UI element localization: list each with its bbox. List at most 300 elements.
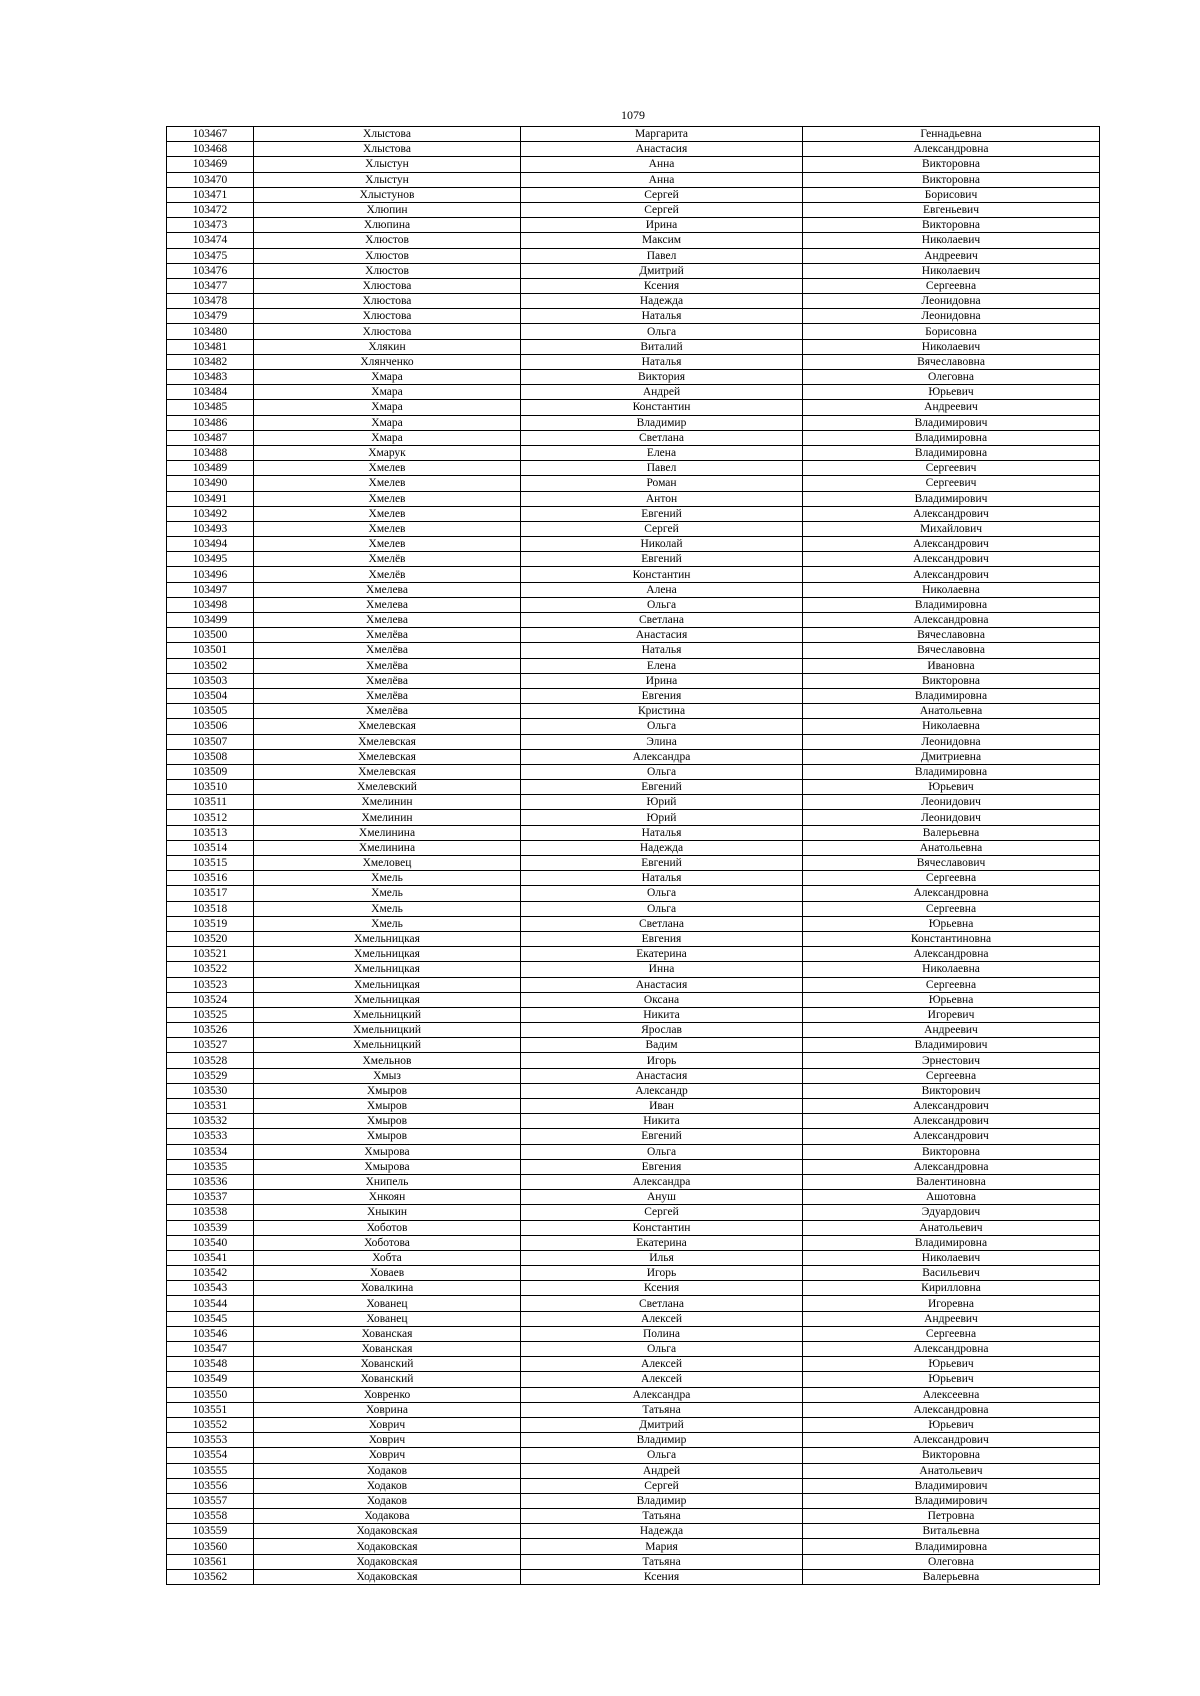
surname-cell: Хлякин [254,339,521,354]
first-name-cell: Елена [521,445,803,460]
table-row [167,506,1100,521]
table-row [167,172,1100,187]
first-name-cell: Виктория [521,370,803,385]
table-row [167,187,1100,202]
table-row [167,764,1100,779]
first-name-cell: Элина [521,734,803,749]
surname-cell: Хмелёва [254,673,521,688]
record-number-cell: 103478 [167,294,254,309]
table-row [167,597,1100,612]
surname-cell: Хлюпина [254,218,521,233]
first-name-cell: Алексей [521,1357,803,1372]
record-number-cell: 103505 [167,704,254,719]
surname-cell: Хмелев [254,521,521,536]
surname-cell: Ходаковская [254,1554,521,1569]
surname-cell: Хлюстов [254,233,521,248]
patronymic-cell: Сергеевна [803,278,1100,293]
first-name-cell: Павел [521,461,803,476]
table-row [167,278,1100,293]
record-number-cell: 103532 [167,1114,254,1129]
surname-cell: Хмыров [254,1083,521,1098]
table-row [167,1053,1100,1068]
table-row [167,476,1100,491]
record-number-cell: 103549 [167,1372,254,1387]
first-name-cell: Александра [521,1174,803,1189]
table-row [167,795,1100,810]
table-row [167,263,1100,278]
surname-cell: Хлюстова [254,294,521,309]
first-name-cell: Сергей [521,187,803,202]
table-row [167,1220,1100,1235]
table-row [167,248,1100,263]
table-row [167,202,1100,217]
first-name-cell: Анастасия [521,142,803,157]
table-row [167,1417,1100,1432]
surname-cell: Хмель [254,901,521,916]
surname-cell: Хмелёва [254,628,521,643]
table-row [167,962,1100,977]
table-row [167,1539,1100,1554]
record-number-cell: 103525 [167,1007,254,1022]
surname-cell: Хмыз [254,1068,521,1083]
patronymic-cell: Александрович [803,1129,1100,1144]
record-number-cell: 103514 [167,840,254,855]
patronymic-cell: Вячеславовна [803,628,1100,643]
surname-cell: Хмелевский [254,780,521,795]
patronymic-cell: Александровна [803,886,1100,901]
first-name-cell: Александра [521,749,803,764]
table-row [167,871,1100,886]
surname-cell: Хмелёва [254,643,521,658]
first-name-cell: Алексей [521,1372,803,1387]
first-name-cell: Анастасия [521,1068,803,1083]
surname-cell: Хованская [254,1342,521,1357]
patronymic-cell: Владимирович [803,1478,1100,1493]
table-row [167,810,1100,825]
surname-cell: Хмелёв [254,567,521,582]
record-number-cell: 103552 [167,1417,254,1432]
table-row [167,825,1100,840]
table-row [167,400,1100,415]
surname-cell: Ховрич [254,1417,521,1432]
surname-cell: Хмелев [254,537,521,552]
patronymic-cell: Александровна [803,1342,1100,1357]
patronymic-cell: Игоревна [803,1296,1100,1311]
record-number-cell: 103496 [167,567,254,582]
patronymic-cell: Игоревич [803,1007,1100,1022]
first-name-cell: Ксения [521,1569,803,1584]
record-number-cell: 103483 [167,370,254,385]
surname-cell: Хмыров [254,1114,521,1129]
first-name-cell: Маргарита [521,127,803,142]
record-number-cell: 103530 [167,1083,254,1098]
surname-cell: Хмель [254,871,521,886]
table-row [167,142,1100,157]
record-number-cell: 103492 [167,506,254,521]
record-number-cell: 103476 [167,263,254,278]
first-name-cell: Дмитрий [521,1417,803,1432]
patronymic-cell: Леонидовна [803,309,1100,324]
patronymic-cell: Вячеславовна [803,643,1100,658]
surname-cell: Хмара [254,430,521,445]
patronymic-cell: Леонидовна [803,734,1100,749]
patronymic-cell: Викторовна [803,172,1100,187]
patronymic-cell: Валерьевна [803,825,1100,840]
first-name-cell: Александра [521,1387,803,1402]
record-number-cell: 103531 [167,1099,254,1114]
surname-cell: Хоботов [254,1220,521,1235]
record-number-cell: 103535 [167,1159,254,1174]
surname-cell: Хмеловец [254,856,521,871]
record-number-cell: 103469 [167,157,254,172]
patronymic-cell: Владимировна [803,445,1100,460]
record-number-cell: 103498 [167,597,254,612]
record-number-cell: 103509 [167,764,254,779]
table-row [167,1038,1100,1053]
table-row [167,537,1100,552]
first-name-cell: Константин [521,567,803,582]
record-number-cell: 103510 [167,780,254,795]
table-row [167,658,1100,673]
first-name-cell: Андрей [521,385,803,400]
record-number-cell: 103508 [167,749,254,764]
first-name-cell: Наталья [521,871,803,886]
first-name-cell: Ксения [521,278,803,293]
record-number-cell: 103467 [167,127,254,142]
surname-cell: Хмыров [254,1129,521,1144]
patronymic-cell: Эрнестович [803,1053,1100,1068]
patronymic-cell: Евгеньевич [803,202,1100,217]
surname-cell: Хованская [254,1326,521,1341]
patronymic-cell: Андреевич [803,400,1100,415]
table-row [167,415,1100,430]
patronymic-cell: Николаевич [803,1250,1100,1265]
surname-cell: Хмелева [254,582,521,597]
patronymic-cell: Юрьевич [803,385,1100,400]
first-name-cell: Виталий [521,339,803,354]
table-row [167,856,1100,871]
patronymic-cell: Борисович [803,187,1100,202]
surname-cell: Хмельницкий [254,1023,521,1038]
table-row [167,1402,1100,1417]
patronymic-cell: Александрович [803,506,1100,521]
first-name-cell: Евгений [521,1129,803,1144]
table-row [167,430,1100,445]
patronymic-cell: Владимировна [803,597,1100,612]
patronymic-cell: Александровна [803,1402,1100,1417]
table-row [167,1083,1100,1098]
first-name-cell: Татьяна [521,1554,803,1569]
record-number-cell: 103473 [167,218,254,233]
patronymic-cell: Сергеевна [803,1068,1100,1083]
patronymic-cell: Анатольевич [803,1220,1100,1235]
record-number-cell: 103523 [167,977,254,992]
patronymic-cell: Леонидович [803,795,1100,810]
record-number-cell: 103489 [167,461,254,476]
table-row [167,886,1100,901]
patronymic-cell: Владимирович [803,491,1100,506]
record-number-cell: 103519 [167,916,254,931]
patronymic-cell: Николаевич [803,339,1100,354]
first-name-cell: Юрий [521,810,803,825]
first-name-cell: Евгения [521,931,803,946]
record-number-cell: 103506 [167,719,254,734]
surname-cell: Ховрич [254,1448,521,1463]
patronymic-cell: Викторовна [803,673,1100,688]
registry-table [166,126,1100,1585]
record-number-cell: 103499 [167,613,254,628]
table-row [167,1023,1100,1038]
record-number-cell: 103546 [167,1326,254,1341]
surname-cell: Хмелинина [254,840,521,855]
patronymic-cell: Викторовна [803,1448,1100,1463]
record-number-cell: 103558 [167,1509,254,1524]
first-name-cell: Инна [521,962,803,977]
patronymic-cell: Сергеевна [803,901,1100,916]
record-number-cell: 103551 [167,1402,254,1417]
first-name-cell: Ольга [521,1342,803,1357]
record-number-cell: 103513 [167,825,254,840]
first-name-cell: Екатерина [521,947,803,962]
record-number-cell: 103511 [167,795,254,810]
first-name-cell: Игорь [521,1053,803,1068]
table-row [167,1159,1100,1174]
surname-cell: Ховренко [254,1387,521,1402]
surname-cell: Хлянченко [254,354,521,369]
surname-cell: Хнкоян [254,1190,521,1205]
patronymic-cell: Михайлович [803,521,1100,536]
record-number-cell: 103533 [167,1129,254,1144]
first-name-cell: Елена [521,658,803,673]
record-number-cell: 103561 [167,1554,254,1569]
table-row [167,1144,1100,1159]
surname-cell: Хмельницкий [254,1038,521,1053]
patronymic-cell: Юрьевна [803,992,1100,1007]
table-row [167,628,1100,643]
table-row [167,1569,1100,1584]
patronymic-cell: Ивановна [803,658,1100,673]
first-name-cell: Ольга [521,901,803,916]
record-number-cell: 103550 [167,1387,254,1402]
patronymic-cell: Алексеевна [803,1387,1100,1402]
surname-cell: Хмара [254,385,521,400]
record-number-cell: 103524 [167,992,254,1007]
patronymic-cell: Сергеевна [803,871,1100,886]
first-name-cell: Сергей [521,202,803,217]
first-name-cell: Ярослав [521,1023,803,1038]
first-name-cell: Роман [521,476,803,491]
patronymic-cell: Викторович [803,1083,1100,1098]
registry-table-body [167,127,1100,1585]
patronymic-cell: Владимирович [803,415,1100,430]
record-number-cell: 103541 [167,1250,254,1265]
first-name-cell: Максим [521,233,803,248]
table-row [167,1007,1100,1022]
record-number-cell: 103537 [167,1190,254,1205]
table-row [167,1311,1100,1326]
record-number-cell: 103521 [167,947,254,962]
surname-cell: Хобта [254,1250,521,1265]
record-number-cell: 103481 [167,339,254,354]
surname-cell: Ходаков [254,1493,521,1508]
table-row [167,1296,1100,1311]
surname-cell: Ходаковская [254,1569,521,1584]
first-name-cell: Наталья [521,825,803,840]
record-number-cell: 103529 [167,1068,254,1083]
surname-cell: Хмелинин [254,810,521,825]
first-name-cell: Наталья [521,354,803,369]
record-number-cell: 103495 [167,552,254,567]
table-row [167,1342,1100,1357]
table-row [167,947,1100,962]
first-name-cell: Игорь [521,1266,803,1281]
table-row [167,1205,1100,1220]
table-row [167,1433,1100,1448]
patronymic-cell: Викторовна [803,157,1100,172]
patronymic-cell: Юрьевич [803,1372,1100,1387]
patronymic-cell: Владимирович [803,1493,1100,1508]
surname-cell: Хлыстун [254,157,521,172]
patronymic-cell: Олеговна [803,370,1100,385]
patronymic-cell: Александровна [803,142,1100,157]
patronymic-cell: Анатольевна [803,704,1100,719]
table-row [167,157,1100,172]
surname-cell: Хмелев [254,491,521,506]
first-name-cell: Светлана [521,430,803,445]
first-name-cell: Никита [521,1114,803,1129]
record-number-cell: 103486 [167,415,254,430]
table-row [167,749,1100,764]
first-name-cell: Евгения [521,1159,803,1174]
surname-cell: Хмель [254,916,521,931]
record-number-cell: 103470 [167,172,254,187]
record-number-cell: 103557 [167,1493,254,1508]
surname-cell: Хлыстунов [254,187,521,202]
surname-cell: Хованец [254,1311,521,1326]
first-name-cell: Александр [521,1083,803,1098]
surname-cell: Хоботова [254,1235,521,1250]
patronymic-cell: Николаевич [803,263,1100,278]
surname-cell: Хмырова [254,1144,521,1159]
table-row [167,1068,1100,1083]
first-name-cell: Николай [521,537,803,552]
first-name-cell: Татьяна [521,1509,803,1524]
surname-cell: Хмара [254,400,521,415]
patronymic-cell: Валерьевна [803,1569,1100,1584]
first-name-cell: Анна [521,172,803,187]
surname-cell: Ховрина [254,1402,521,1417]
first-name-cell: Никита [521,1007,803,1022]
first-name-cell: Ольга [521,1448,803,1463]
table-row [167,704,1100,719]
record-number-cell: 103500 [167,628,254,643]
page-number: 1079 [621,108,645,122]
patronymic-cell: Андреевич [803,248,1100,263]
record-number-cell: 103539 [167,1220,254,1235]
surname-cell: Хмельницкая [254,977,521,992]
surname-cell: Хмелинина [254,825,521,840]
record-number-cell: 103555 [167,1463,254,1478]
table-row [167,931,1100,946]
first-name-cell: Кристина [521,704,803,719]
surname-cell: Хмелёва [254,704,521,719]
record-number-cell: 103517 [167,886,254,901]
record-number-cell: 103545 [167,1311,254,1326]
patronymic-cell: Сергеевич [803,476,1100,491]
record-number-cell: 103540 [167,1235,254,1250]
table-row [167,1174,1100,1189]
first-name-cell: Евгений [521,552,803,567]
patronymic-cell: Александровна [803,947,1100,962]
first-name-cell: Оксана [521,992,803,1007]
record-number-cell: 103520 [167,931,254,946]
record-number-cell: 103494 [167,537,254,552]
patronymic-cell: Анатольевич [803,1463,1100,1478]
record-number-cell: 103482 [167,354,254,369]
first-name-cell: Анна [521,157,803,172]
table-row [167,977,1100,992]
surname-cell: Хмелёв [254,552,521,567]
table-row [167,461,1100,476]
record-number-cell: 103471 [167,187,254,202]
table-row [167,552,1100,567]
surname-cell: Хнипель [254,1174,521,1189]
patronymic-cell: Петровна [803,1509,1100,1524]
table-row [167,719,1100,734]
first-name-cell: Евгений [521,856,803,871]
table-row [167,521,1100,536]
table-row [167,233,1100,248]
first-name-cell: Алена [521,582,803,597]
table-row [167,1235,1100,1250]
table-row [167,1114,1100,1129]
record-number-cell: 103468 [167,142,254,157]
patronymic-cell: Васильевич [803,1266,1100,1281]
record-number-cell: 103527 [167,1038,254,1053]
patronymic-cell: Вячеславовна [803,354,1100,369]
first-name-cell: Владимир [521,415,803,430]
record-number-cell: 103553 [167,1433,254,1448]
table-row [167,1266,1100,1281]
record-number-cell: 103507 [167,734,254,749]
patronymic-cell: Владимировна [803,688,1100,703]
record-number-cell: 103491 [167,491,254,506]
record-number-cell: 103488 [167,445,254,460]
surname-cell: Хмелевская [254,764,521,779]
surname-cell: Хмарук [254,445,521,460]
patronymic-cell: Александрович [803,552,1100,567]
table-row [167,339,1100,354]
first-name-cell: Евгения [521,688,803,703]
surname-cell: Хмелевская [254,719,521,734]
record-number-cell: 103534 [167,1144,254,1159]
first-name-cell: Екатерина [521,1235,803,1250]
table-row [167,1357,1100,1372]
table-row [167,1387,1100,1402]
record-number-cell: 103554 [167,1448,254,1463]
surname-cell: Ходаков [254,1463,521,1478]
surname-cell: Хмелева [254,597,521,612]
table-row [167,1250,1100,1265]
surname-cell: Хлюстов [254,248,521,263]
patronymic-cell: Константиновна [803,931,1100,946]
first-name-cell: Светлана [521,916,803,931]
patronymic-cell: Николаевич [803,233,1100,248]
surname-cell: Хмелев [254,506,521,521]
first-name-cell: Татьяна [521,1402,803,1417]
first-name-cell: Дмитрий [521,263,803,278]
record-number-cell: 103559 [167,1524,254,1539]
